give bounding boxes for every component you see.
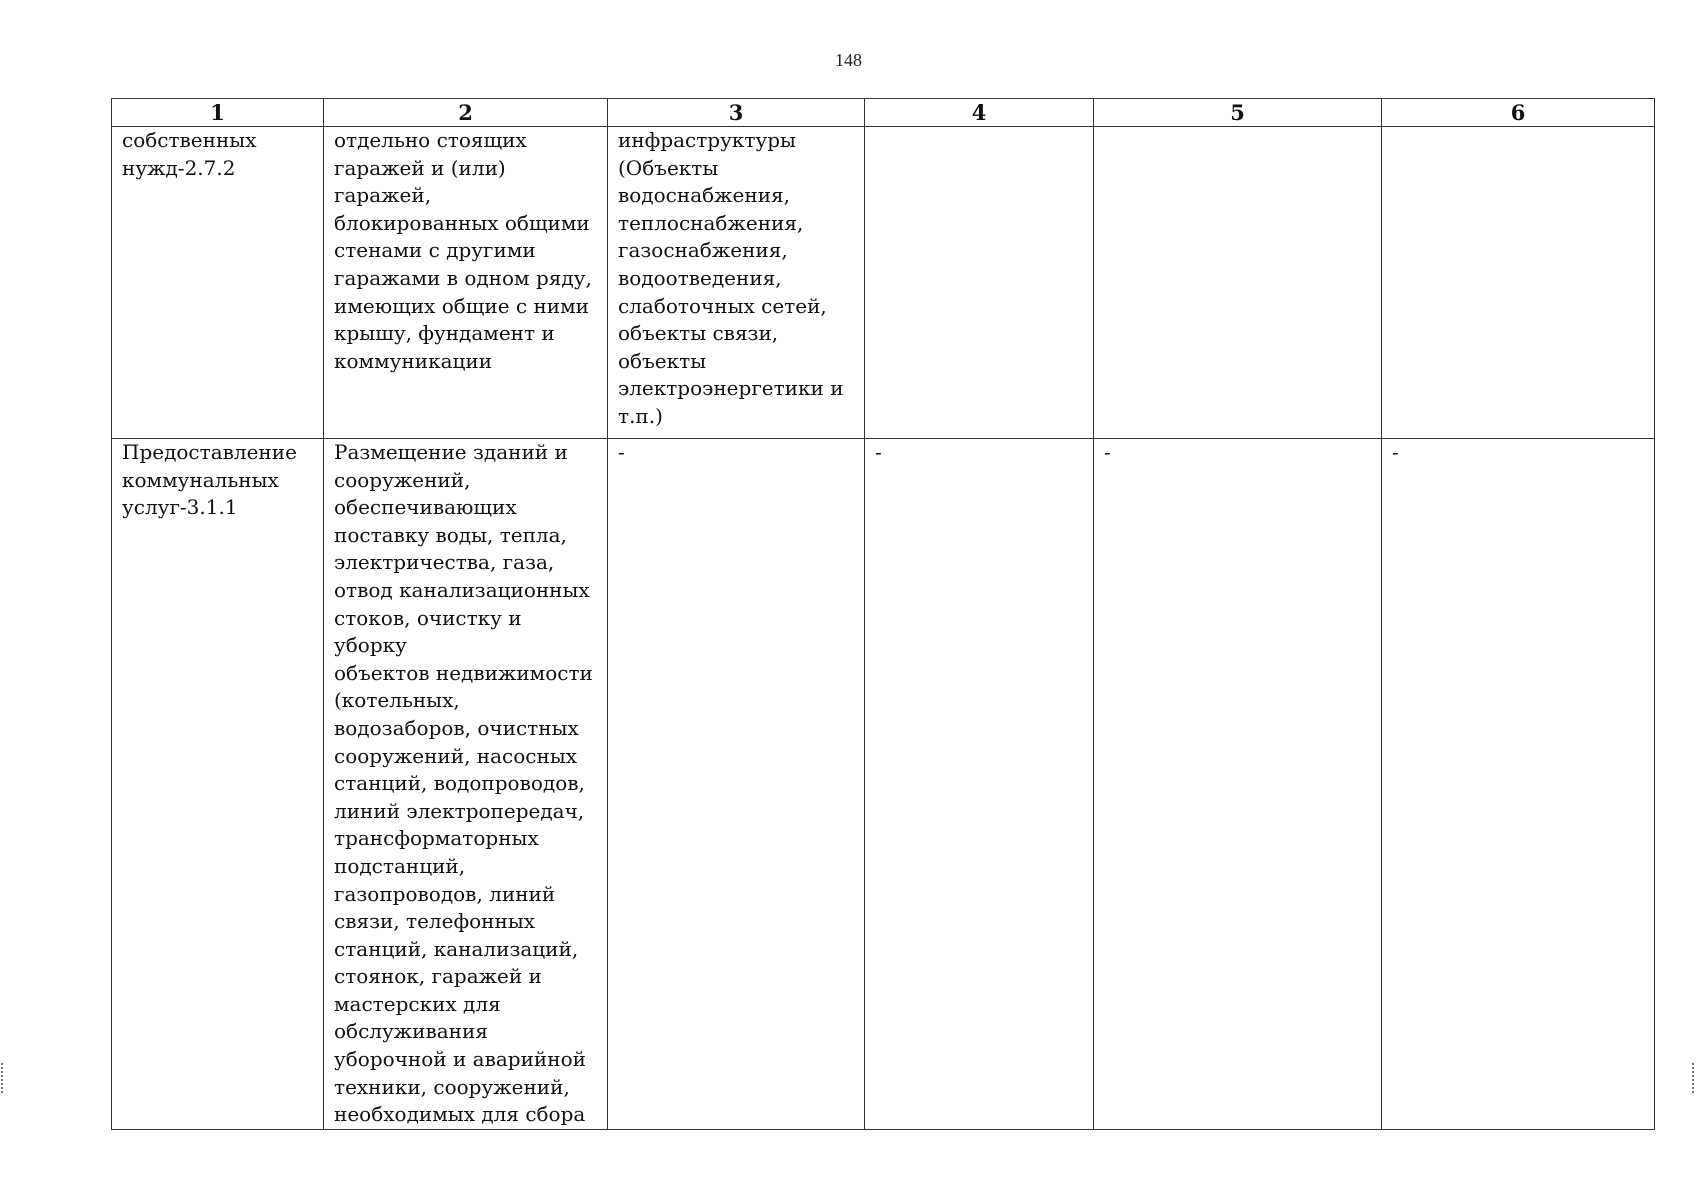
cell-text: инфраструктуры (Объекты водоснабжения, теплоснабжения, газоснабжения, водоотведения, слаботочных сетей, объекты связи, объекты электроэнергетики и т.п.) [618, 128, 844, 428]
table-row [112, 439, 1655, 1130]
table-cell [1094, 439, 1382, 1130]
table-cell [324, 439, 608, 1130]
cell-text: Размещение зданий и сооружений, обеспечивающих поставку воды, тепла, электричества, газа, отвод канализационных стоков, очистку и уборку объектов недвижимости (котельных, водозаборов, очистных сооружений, насосных станций, водопроводов, линий электропередач, трансформаторных подстанций, газопроводов, линий связи, телефонных станций, канализаций, стоянок, гаражей и мастерских для обслуживания уборочной и аварийной техники, сооружений, необходимых для сбора [334, 440, 593, 1127]
column-header-1: 1 [112, 99, 324, 127]
table-header-row [112, 99, 1655, 127]
table-cell [1094, 127, 1382, 439]
table-cell [112, 439, 324, 1130]
document-table [111, 98, 1655, 1130]
cell-text: Предоставление коммунальных услуг-3.1.1 [122, 440, 297, 520]
cell-text: - [618, 440, 625, 464]
table-cell [865, 439, 1094, 1130]
page-number: 148 [835, 50, 862, 70]
column-header-3: 3 [608, 99, 865, 127]
table-row [112, 127, 1655, 439]
column-header-6: 6 [1382, 99, 1655, 127]
table-cell [865, 127, 1094, 439]
column-header-4: 4 [865, 99, 1094, 127]
table-cell [608, 127, 865, 439]
scan-edge-mark [1, 1063, 5, 1093]
column-header-2: 2 [324, 99, 608, 127]
table-cell [324, 127, 608, 439]
cell-text: - [875, 440, 882, 464]
cell-text: - [1392, 440, 1399, 464]
column-header-5: 5 [1094, 99, 1382, 127]
cell-text: - [1104, 440, 1111, 464]
cell-text: собственных нужд-2.7.2 [122, 128, 257, 180]
cell-text: отдельно стоящих гаражей и (или) гаражей, блокированных общими стенами с другими гаражами в одном ряду, имеющих общие с ними крышу, фундамент и коммуникации [334, 128, 592, 373]
table-cell [608, 439, 865, 1130]
table-cell [112, 127, 324, 439]
scan-edge-mark [1692, 1063, 1696, 1093]
table-cell [1382, 127, 1655, 439]
table-cell [1382, 439, 1655, 1130]
